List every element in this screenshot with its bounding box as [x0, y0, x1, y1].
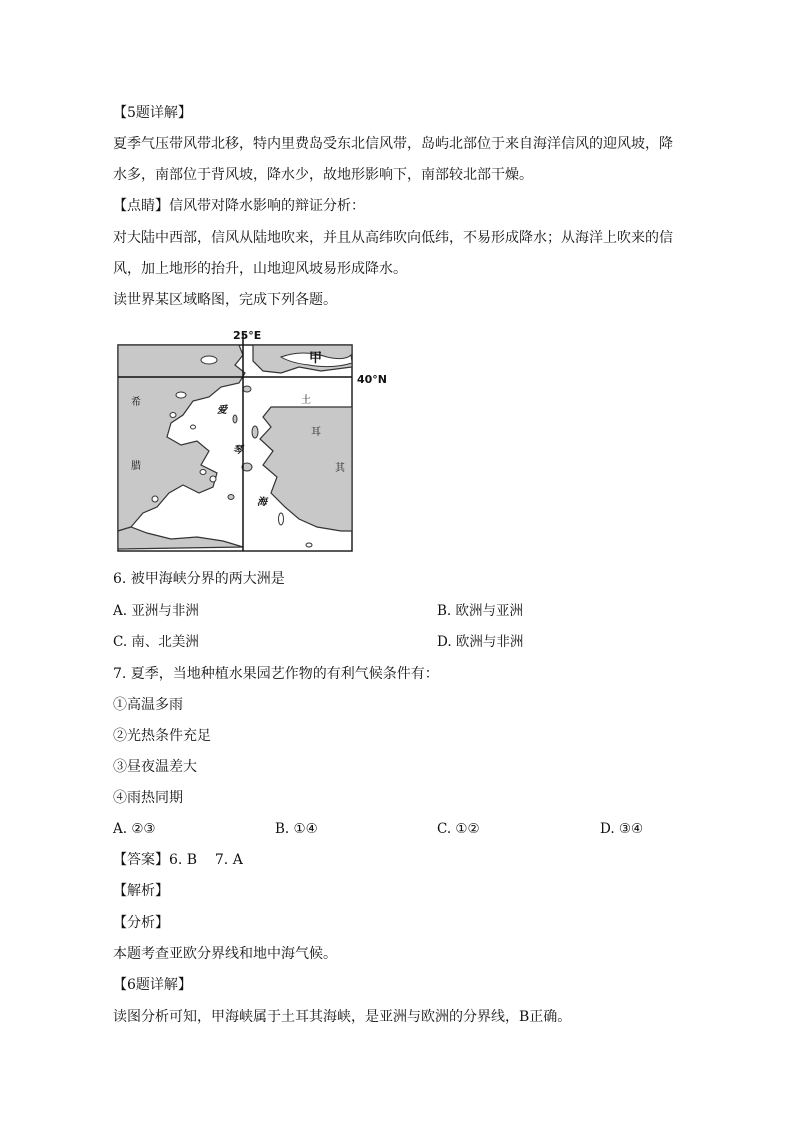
region-map: [113, 327, 388, 552]
island: [306, 543, 312, 547]
q7-option-c[interactable]: C. ①②: [437, 821, 480, 837]
island: [191, 425, 196, 429]
q7-option-a[interactable]: A. ②③: [113, 821, 156, 837]
section5-paragraph-line2: 水多，南部位于背风坡，降水少，故地形影响下，南部较北部干燥。: [113, 167, 533, 183]
island: [243, 386, 251, 392]
q7-item-2: ②光热条件充足: [113, 728, 211, 744]
section6-body: 读图分析可知，甲海峡属于土耳其海峡，是亚洲与欧洲的分界线，B正确。: [113, 1009, 572, 1025]
island: [279, 513, 284, 525]
island: [200, 470, 206, 475]
greece-label-2: 腊: [131, 461, 141, 472]
aegean-label-3: 海: [257, 497, 267, 508]
tip-paragraph-line1: 对大陆中西部，信风从陆地吹来，并且从高纬吹向低纬，不易形成降水；从海洋上吹来的信: [113, 230, 673, 246]
island: [201, 356, 217, 364]
island: [210, 476, 216, 482]
latitude-label: 40°N: [357, 373, 388, 386]
region-map-svg: [113, 327, 388, 552]
island: [233, 415, 237, 423]
q6-option-b[interactable]: B. 欧洲与亚洲: [437, 603, 524, 619]
q7-item-4: ④雨热同期: [113, 790, 183, 806]
turkey-label-1: 土: [301, 395, 311, 406]
island: [152, 496, 158, 502]
longitude-label: 25°E: [233, 329, 262, 342]
island: [228, 495, 234, 500]
fenxi-title: 【分析】: [113, 915, 169, 931]
q7-option-d[interactable]: D. ③④: [600, 821, 644, 837]
q6-option-a[interactable]: A. 亚洲与非洲: [113, 603, 199, 619]
analysis-title: 【解析】: [113, 883, 169, 899]
tip-title: 【点睛】信风带对降水影响的辩证分析：: [113, 198, 365, 214]
strait-label-jia: 甲: [309, 351, 323, 366]
question-intro: 读世界某区域略图，完成下列各题。: [113, 292, 337, 308]
greece-label-1: 希: [131, 397, 141, 408]
tip-paragraph-line2: 风，加上地形的抬升，山地迎风坡易形成降水。: [113, 261, 407, 277]
q7-option-b[interactable]: B. ①④: [275, 821, 318, 837]
q7-item-3: ③昼夜温差大: [113, 759, 197, 775]
q6-option-c[interactable]: C. 南、北美洲: [113, 634, 199, 650]
aegean-label-2: 琴: [233, 445, 243, 456]
section5-paragraph-line1: 夏季气压带风带北移，特内里费岛受东北信风带，岛屿北部位于来自海洋信风的迎风坡，降: [113, 136, 673, 152]
turkey-label-2: 耳: [311, 427, 321, 438]
island: [176, 392, 186, 398]
island: [252, 426, 258, 438]
q7-stem: 7. 夏季，当地种植水果园艺作物的有利气候条件有：: [113, 666, 439, 682]
section5-title: 【5题详解】: [113, 105, 192, 121]
q7-item-1: ①高温多雨: [113, 697, 183, 713]
q6-stem: 6. 被甲海峡分界的两大洲是: [113, 571, 285, 587]
section6-title: 【6题详解】: [113, 977, 192, 993]
answer-line: 【答案】6. B 7. A: [113, 852, 243, 868]
aegean-label-1: 爱: [217, 405, 227, 416]
q6-option-d[interactable]: D. 欧洲与非洲: [437, 634, 524, 650]
fenxi-body: 本题考查亚欧分界线和地中海气候。: [113, 946, 337, 962]
turkey-label-3: 其: [335, 463, 345, 474]
island: [170, 413, 176, 418]
